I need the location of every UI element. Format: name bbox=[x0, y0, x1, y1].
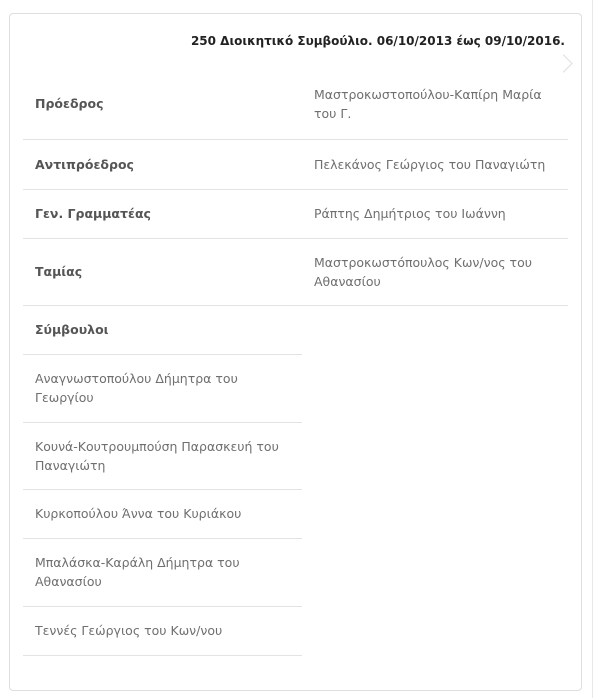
role-treasurer: Ταμίας bbox=[23, 238, 302, 305]
table-row bbox=[23, 422, 568, 489]
table-row bbox=[23, 189, 568, 238]
board-card bbox=[9, 13, 582, 691]
person-treasurer: Μαστροκωστόπουλος Κων/νος του Αθανασίου bbox=[302, 238, 568, 305]
person-vice-president: Πελεκάνος Γεώργιος του Παναγιώτη bbox=[302, 139, 568, 189]
councillor-name: Μπαλάσκα-Καράλη Δήμητρα του Αθανασίου bbox=[23, 538, 302, 606]
councillor-name: Αναγνωστοπούλου Δήμητρα του Γεωργίου bbox=[23, 354, 302, 422]
councillor-name: Τεννές Γεώργιος του Κων/νου bbox=[23, 606, 302, 655]
role-general-secretary: Γεν. Γραμματέας bbox=[23, 189, 302, 238]
councillor-name: Κυρκοπούλου Άννα του Κυριάκου bbox=[23, 489, 302, 538]
councillors-heading: Σύμβουλοι bbox=[23, 305, 302, 354]
board-table bbox=[23, 69, 568, 656]
role-vice-president: Αντιπρόεδρος bbox=[23, 139, 302, 189]
person-general-secretary: Ράπτης Δημήτριος του Ιωάννη bbox=[302, 189, 568, 238]
table-row bbox=[23, 354, 568, 422]
table-row bbox=[23, 139, 568, 189]
table-row bbox=[23, 238, 568, 305]
table-row bbox=[23, 69, 568, 139]
councillor-name: Κουνά-Κουτρουμπούση Παρασκευή του Παναγιώτη bbox=[23, 422, 302, 489]
table-row bbox=[23, 606, 568, 655]
table-row bbox=[23, 489, 568, 538]
role-president: Πρόεδρος bbox=[23, 69, 302, 139]
person-president: Μαστροκωστοπούλου-Καπίρη Μαρία του Γ. bbox=[302, 69, 568, 139]
board-title: 250 Διοικητικό Συμβούλιο. 06/10/2013 έως 09/10/2016. bbox=[190, 34, 565, 48]
table-row bbox=[23, 538, 568, 606]
table-row bbox=[23, 305, 568, 354]
